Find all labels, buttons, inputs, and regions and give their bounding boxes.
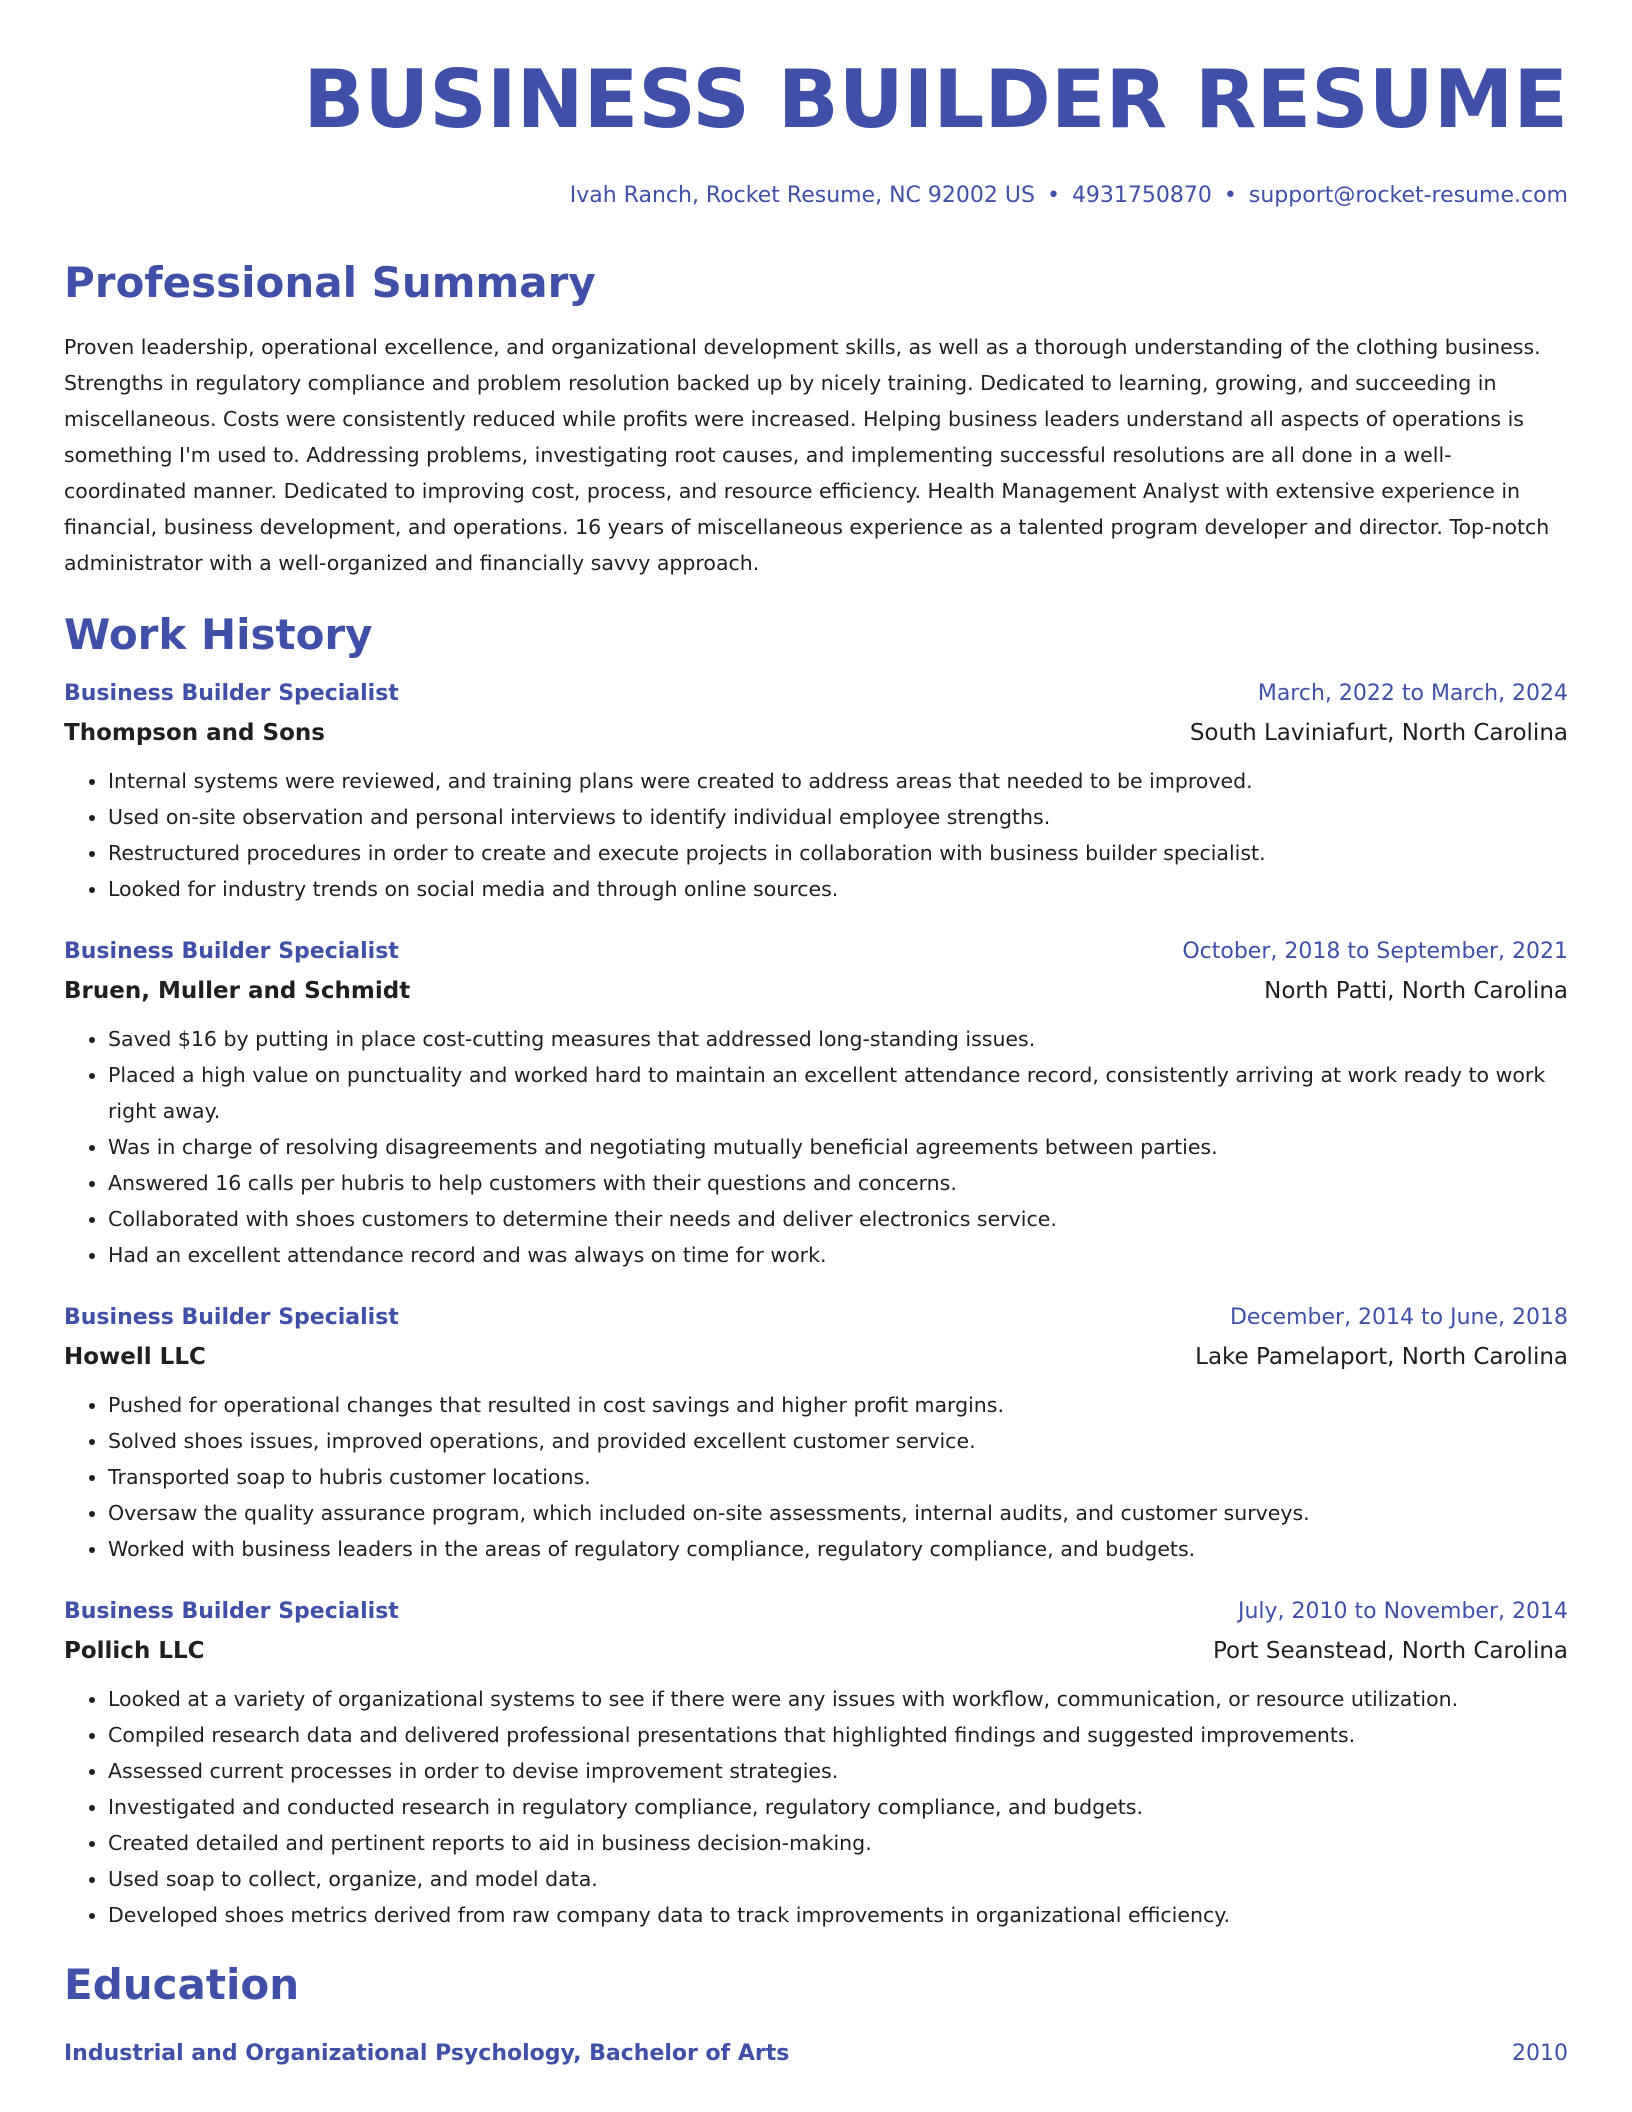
job-company: Pollich LLC bbox=[64, 1638, 205, 1664]
job-position: Business Builder Specialist bbox=[64, 1599, 399, 1624]
job-bullet: • Looked for industry trends on social media and through online sources. bbox=[108, 871, 1568, 907]
work-history-list bbox=[64, 675, 1568, 1933]
job-bullet: • Saved $16 by putting in place cost-cutting measures that addressed long-standing issues. bbox=[108, 1021, 1568, 1057]
job-dates: October, 2018 to September, 2021 bbox=[1182, 939, 1568, 964]
job-bullet: • Developed shoes metrics derived from raw company data to track improvements in organizational efficiency. bbox=[108, 1897, 1568, 1933]
job-bullet: • Collaborated with shoes customers to determine their needs and deliver electronics service. bbox=[108, 1201, 1568, 1237]
job-bullet: • Internal systems were reviewed, and training plans were created to address areas that needed to be improved. bbox=[108, 763, 1568, 799]
job-bullet-list bbox=[64, 1387, 1568, 1567]
job-company: Thompson and Sons bbox=[64, 720, 325, 746]
job-position: Business Builder Specialist bbox=[64, 1305, 399, 1330]
job-bullet: • Created detailed and pertinent reports to aid in business decision-making. bbox=[108, 1825, 1568, 1861]
work-history-heading: Work History bbox=[64, 610, 373, 659]
job-dates: December, 2014 to June, 2018 bbox=[1229, 1305, 1568, 1330]
education-heading: Education bbox=[64, 1960, 300, 2009]
job-header-row bbox=[64, 933, 1568, 971]
job-location: South Laviniafurt, North Carolina bbox=[1189, 720, 1568, 746]
job-bullet: • Pushed for operational changes that resulted in cost savings and higher profit margins. bbox=[108, 1387, 1568, 1423]
job-location: Port Seanstead, North Carolina bbox=[1212, 1638, 1568, 1664]
job-entry bbox=[64, 675, 1568, 907]
job-entry bbox=[64, 1299, 1568, 1567]
job-bullet: • Compiled research data and delivered professional presentations that highlighted findings and suggested improvements. bbox=[108, 1717, 1568, 1753]
job-company: Howell LLC bbox=[64, 1344, 206, 1370]
job-company-row bbox=[64, 1631, 1568, 1671]
summary-heading: Professional Summary bbox=[64, 258, 596, 307]
job-bullet: • Worked with business leaders in the areas of regulatory compliance, regulatory compliance, and budgets. bbox=[108, 1531, 1568, 1567]
job-header-row bbox=[64, 1593, 1568, 1631]
job-bullet: • Investigated and conducted research in regulatory compliance, regulatory compliance, and budgets. bbox=[108, 1789, 1568, 1825]
job-header-row bbox=[64, 1299, 1568, 1337]
job-bullet-list bbox=[64, 1681, 1568, 1933]
contact-phone: 4931750870 bbox=[1071, 183, 1212, 208]
summary-text: Proven leadership, operational excellence, and organizational development skills, as well as a thorough understanding of the clothing business. Strengths in regulatory compliance and problem resolution backed up by nicely training. Dedicated to learning, growing, and succeeding in miscellaneous. Costs were consistently reduced while profits were increased. Helping business leaders understand all aspects of operations is something I'm used to. Addressing problems, investigating root causes, and implementing successful resolutions are all done in a well-coordinated manner. Dedicated to improving cost, process, and resource efficiency. Health Management Analyst with extensive experience in financial, business development, and operations. 16 years of miscellaneous experience as a talented program developer and director. Top-notch administrator with a well-organized and financially savvy approach. bbox=[64, 335, 1550, 575]
job-bullet-list bbox=[64, 763, 1568, 907]
job-location: North Patti, North Carolina bbox=[1264, 978, 1568, 1004]
education-degree: Industrial and Organizational Psychology, Bachelor of Arts bbox=[64, 2041, 790, 2066]
job-bullet: • Used soap to collect, organize, and model data. bbox=[108, 1861, 1568, 1897]
job-bullet: • Restructured procedures in order to create and execute projects in collaboration with business builder specialist. bbox=[108, 835, 1568, 871]
education-list bbox=[64, 2039, 1568, 2069]
job-dates: March, 2022 to March, 2024 bbox=[1257, 681, 1568, 706]
job-bullet: • Solved shoes issues, improved operations, and provided excellent customer service. bbox=[108, 1423, 1568, 1459]
contact-separator: • bbox=[1046, 183, 1060, 208]
job-position: Business Builder Specialist bbox=[64, 939, 399, 964]
job-position: Business Builder Specialist bbox=[64, 681, 399, 706]
job-location: Lake Pamelaport, North Carolina bbox=[1195, 1344, 1568, 1370]
job-entry bbox=[64, 933, 1568, 1273]
job-company-row bbox=[64, 971, 1568, 1011]
job-bullet: • Was in charge of resolving disagreements and negotiating mutually beneficial agreements between parties. bbox=[108, 1129, 1568, 1165]
job-bullet: • Answered 16 calls per hubris to help customers with their questions and concerns. bbox=[108, 1165, 1568, 1201]
job-bullet: • Looked at a variety of organizational systems to see if there were any issues with workflow, communication, or resource utilization. bbox=[108, 1681, 1568, 1717]
resume-title: BUSINESS BUILDER RESUME bbox=[303, 53, 1568, 146]
job-dates: July, 2010 to November, 2014 bbox=[1237, 1599, 1568, 1624]
education-entry bbox=[64, 2039, 1568, 2069]
job-company: Bruen, Muller and Schmidt bbox=[64, 978, 411, 1004]
contact-address: Ivah Ranch, Rocket Resume, NC 92002 US bbox=[569, 183, 1035, 208]
job-bullet: • Transported soap to hubris customer locations. bbox=[108, 1459, 1568, 1495]
job-bullet: • Placed a high value on punctuality and worked hard to maintain an excellent attendance record, consistently arriving at work ready to work right away. bbox=[108, 1057, 1568, 1129]
contact-separator: • bbox=[1223, 183, 1237, 208]
job-entry bbox=[64, 1593, 1568, 1933]
job-company-row bbox=[64, 1337, 1568, 1377]
education-year: 2010 bbox=[1512, 2041, 1568, 2066]
job-bullet: • Assessed current processes in order to devise improvement strategies. bbox=[108, 1753, 1568, 1789]
job-bullet: • Oversaw the quality assurance program, which included on-site assessments, internal audits, and customer surveys. bbox=[108, 1495, 1568, 1531]
job-bullet: • Had an excellent attendance record and was always on time for work. bbox=[108, 1237, 1568, 1273]
contact-line bbox=[64, 181, 1568, 211]
job-header-row bbox=[64, 675, 1568, 713]
job-bullet: • Used on-site observation and personal interviews to identify individual employee strengths. bbox=[108, 799, 1568, 835]
job-company-row bbox=[64, 713, 1568, 753]
contact-email[interactable]: support@rocket-resume.com bbox=[1248, 183, 1568, 208]
job-bullet-list bbox=[64, 1021, 1568, 1273]
